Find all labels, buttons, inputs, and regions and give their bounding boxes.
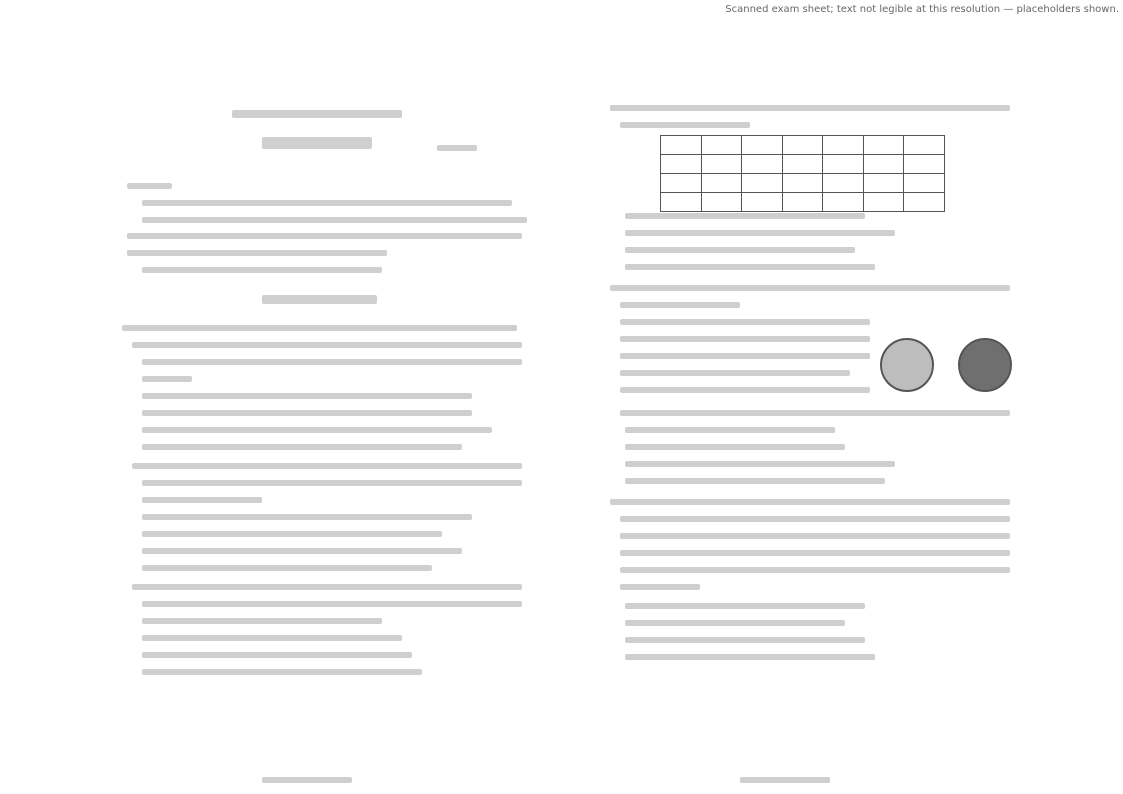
text-line [127, 250, 387, 256]
text-line [142, 200, 512, 206]
text-line [610, 105, 1010, 111]
date-placeholder [437, 145, 477, 151]
text-line [610, 285, 1010, 291]
text-line [142, 410, 472, 416]
text-line [620, 550, 1010, 556]
text-line [620, 122, 750, 128]
text-line [142, 497, 262, 503]
text-line [625, 478, 885, 484]
text-line [625, 603, 865, 609]
text-line [625, 620, 845, 626]
text-line [142, 635, 402, 641]
text-line [122, 325, 517, 331]
exam-title-placeholder [232, 110, 402, 118]
text-line [132, 463, 522, 469]
text-line [142, 376, 192, 382]
text-line [132, 584, 522, 590]
data-table-placeholder [660, 135, 945, 212]
subject-title-placeholder [262, 137, 372, 149]
page-footer-placeholder [262, 777, 352, 783]
text-line [625, 264, 875, 270]
text-line [620, 319, 870, 325]
text-line [142, 601, 522, 607]
text-line [142, 393, 472, 399]
legibility-notice: Scanned exam sheet; text not legible at this resolution — placeholders shown. [725, 4, 1119, 15]
text-line [625, 461, 895, 467]
text-line [142, 444, 462, 450]
text-line [625, 654, 875, 660]
text-line [610, 499, 1010, 505]
text-line [142, 359, 522, 365]
text-line [625, 213, 865, 219]
text-line [620, 302, 740, 308]
text-line [142, 565, 432, 571]
text-line [142, 480, 522, 486]
text-line [142, 669, 422, 675]
text-line [625, 230, 895, 236]
right-page [600, 95, 1015, 695]
text-line [142, 514, 472, 520]
text-line [625, 444, 845, 450]
text-line [620, 533, 1010, 539]
text-line [142, 531, 442, 537]
text-line [625, 427, 835, 433]
page-footer-placeholder [740, 777, 830, 783]
text-line [620, 567, 1010, 573]
text-line [620, 584, 700, 590]
text-line [620, 387, 870, 393]
text-line [142, 548, 462, 554]
text-line [625, 247, 855, 253]
text-line [620, 370, 850, 376]
text-line [142, 217, 527, 223]
figure-disc-b [958, 338, 1012, 392]
left-page [112, 95, 527, 695]
text-line [142, 427, 492, 433]
text-line [142, 652, 412, 658]
text-line [625, 637, 865, 643]
text-line [620, 353, 870, 359]
text-line [620, 516, 1010, 522]
section-heading-placeholder [262, 295, 377, 304]
text-line [127, 233, 522, 239]
text-line [142, 618, 382, 624]
notice-heading-placeholder [127, 183, 172, 189]
text-line [620, 410, 1010, 416]
figure-disc-a [880, 338, 934, 392]
text-line [142, 267, 382, 273]
text-line [132, 342, 522, 348]
text-line [620, 336, 870, 342]
